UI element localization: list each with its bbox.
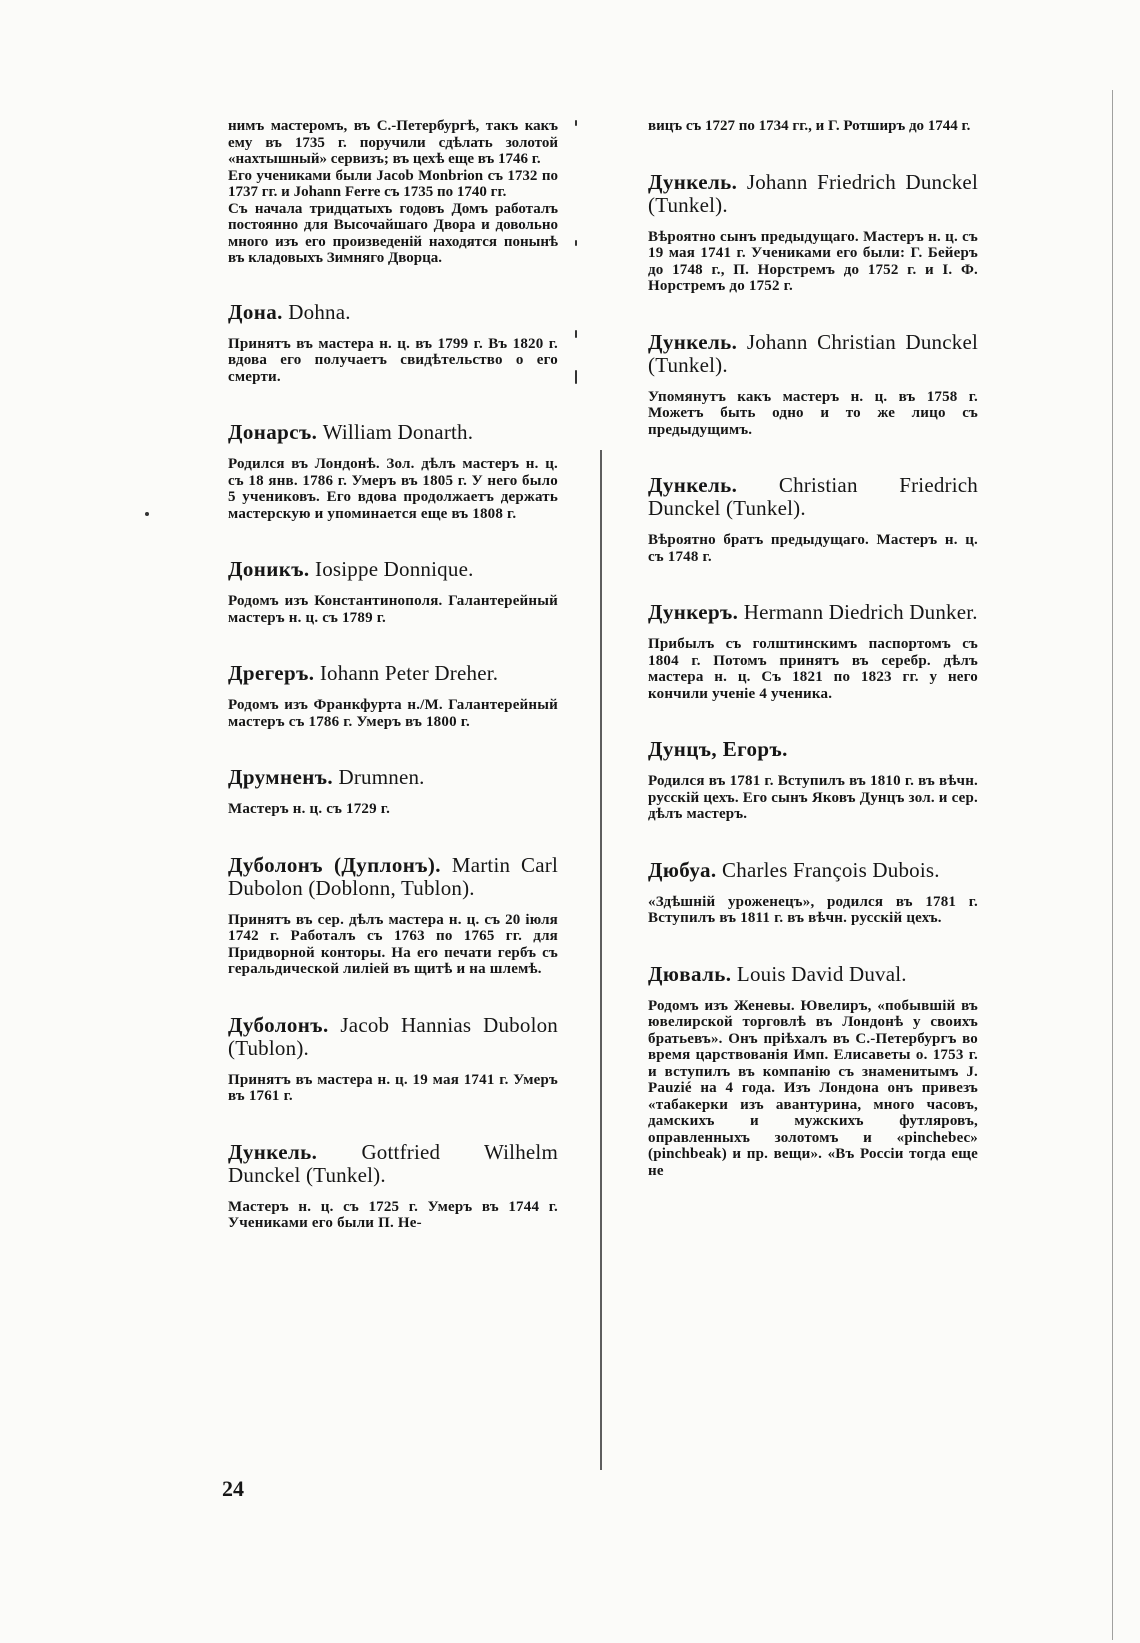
entry-dreher bbox=[228, 662, 558, 730]
entry-text: Принятъ въ мастера н. ц. 19 мая 1741 г. Умеръ въ 1761 г. bbox=[228, 1071, 558, 1104]
entry-heading bbox=[648, 601, 978, 624]
entry-russian-name: Дунцъ, Егоръ. bbox=[648, 737, 788, 761]
entry-text: Вѣроятно сынъ предыдущаго. Мастеръ н. ц. съ 19 мая 1741 г. Учениками его были: Г. Бейеръ до 1748 г., П. Норстремъ до 1752 г. и І. Ф. Норстремъ до 1752 г. bbox=[648, 228, 978, 294]
scan-speck bbox=[575, 240, 577, 246]
scan-edge-line bbox=[1112, 90, 1113, 1640]
entry-russian-name: Дона. bbox=[228, 299, 283, 324]
entry-latin-name: Hermann Diedrich Dunker. bbox=[743, 600, 978, 624]
left-continuation-2: Его учениками были Jacob Monbrion съ 1732 по 1737 гг. и Johann Ferre съ 1735 по 1740 гг. bbox=[228, 167, 558, 200]
left-column bbox=[228, 118, 558, 1232]
entry-latin-name: Charles François Dubois. bbox=[722, 857, 940, 882]
entry-text: Родомъ изъ Франкфурта н./М. Галантерейный мастеръ съ 1786 г. Умеръ въ 1800 г. bbox=[228, 697, 558, 730]
entry-martin-dubolon bbox=[228, 854, 558, 978]
entry-russian-name: Дрегеръ. bbox=[228, 661, 315, 685]
entry-latin-name: Johann Friedrich Dunckel (Tunkel). bbox=[648, 169, 978, 217]
entry-latin-name: Johann Christian Dunckel (Tunkel). bbox=[648, 329, 978, 377]
entry-christian-friedrich-dunckel bbox=[648, 474, 978, 565]
entry-russian-name: Дуболонъ. bbox=[228, 1012, 329, 1037]
entry-louis-duval bbox=[648, 963, 978, 1180]
entry-text: Мастеръ н. ц. съ 1729 г. bbox=[228, 801, 391, 817]
scan-speck bbox=[575, 370, 577, 384]
entry-latin-name: Jacob Hannias Dubolon (Tublon). bbox=[228, 1012, 558, 1060]
entry-jacob-dubolon bbox=[228, 1014, 558, 1105]
entry-johann-friedrich-dunckel bbox=[648, 171, 978, 295]
entry-latin-name: Gottfried Wilhelm Dunckel (Tunkel). bbox=[228, 1139, 559, 1187]
entry-heading bbox=[228, 854, 558, 900]
entry-russian-name: Дункель. bbox=[648, 329, 738, 354]
entry-heading bbox=[648, 738, 978, 761]
entry-johann-christian-dunckel bbox=[648, 331, 978, 439]
entry-text: Принятъ въ сер. дѣлъ мастера н. ц. съ 20 іюля 1742 г. Работалъ съ 1763 по 1765 гг. для Придворной конторы. На его печати гербъ съ геральдической лиліей въ щитѣ и на шлемѣ. bbox=[228, 911, 558, 977]
entry-text: Мастеръ н. ц. съ 1725 г. Умеръ въ 1744 г. Учениками его были П. Не- bbox=[228, 1198, 558, 1231]
entry-latin-name: Martin Carl Dubolon (Doblonn, Tublon). bbox=[228, 852, 559, 900]
entry-text: Родился въ Лондонѣ. Зол. дѣлъ мастеръ н. ц. съ 18 янв. 1786 г. Умеръ въ 1805 г. У него было 5 учениковъ. Его вдова продолжаетъ держать мастерскую и упоминается еще въ 1808 г. bbox=[228, 456, 558, 522]
entry-latin-name: Iohann Peter Dreher. bbox=[319, 661, 499, 685]
entry-russian-name: Друмненъ. bbox=[228, 765, 333, 789]
scan-speck bbox=[575, 330, 577, 338]
entry-heading bbox=[648, 859, 978, 882]
entry-latin-name: William Donarth. bbox=[322, 420, 474, 444]
entry-heading bbox=[228, 558, 558, 581]
entry-hermann-dunker bbox=[648, 601, 978, 702]
entry-text: Родился въ 1781 г. Вступилъ въ 1810 г. въ вѣчн. русскій цехъ. Его сынъ Яковъ Дунцъ зол. и сер. дѣлъ мастеръ. bbox=[648, 773, 978, 822]
entry-russian-name: Дункель. bbox=[228, 1139, 318, 1164]
entry-russian-name: Дункеръ. bbox=[648, 600, 739, 624]
entry-heading bbox=[228, 421, 558, 444]
entry-text: Родомъ изъ Константинополя. Галантерейный мастеръ н. ц. съ 1789 г. bbox=[228, 593, 558, 626]
entry-latin-name: Iosippe Donnique. bbox=[315, 557, 474, 581]
entry-latin-name: Dohna. bbox=[288, 299, 351, 324]
entry-egor-dunz bbox=[648, 738, 978, 823]
entry-russian-name: Дункель. bbox=[648, 169, 738, 194]
entry-text: Родомъ изъ Женевы. Ювелиръ, «побывшій въ ювелирской торговлѣ въ Лондонѣ у своихъ братьевъ». Онъ пріѣхалъ въ С.-Петербургъ во время царствованія Имп. Елисаветы о. 1753 г. и вступилъ въ компанію съ знаменитымъ J. Pauzié на 4 года. Изъ Лондона онъ привезъ «табакерки изъ авантурина, много часовъ, дамскихъ и мужскихъ футляровъ, оправленныхъ золотомъ и «pinchebec» (pinchbeak) и пр. вещи». «Въ Россіи тогда еще не bbox=[648, 997, 978, 1179]
entry-heading bbox=[228, 1141, 558, 1187]
column-divider bbox=[600, 450, 602, 1470]
scan-speck bbox=[145, 512, 149, 516]
entry-heading bbox=[228, 1014, 558, 1060]
entry-heading bbox=[648, 963, 978, 986]
entry-russian-name: Дюбуа. bbox=[648, 857, 717, 882]
entry-text: Упомянутъ какъ мастеръ н. ц. въ 1758 г. Можетъ быть одно и то же лицо съ предыдущимъ. bbox=[648, 388, 978, 438]
entry-latin-name: Louis David Duval. bbox=[736, 961, 907, 986]
entry-russian-name: Донарсъ. bbox=[228, 420, 318, 444]
entry-donnique bbox=[228, 558, 558, 626]
entry-heading bbox=[648, 474, 978, 520]
entry-text: Принятъ въ мастера н. ц. въ 1799 г. Въ 1820 г. вдова его получаетъ свидѣтельство о его смерти. bbox=[228, 335, 558, 385]
right-continuation: вицъ съ 1727 по 1734 гг., и Г. Ротширъ до 1744 г. bbox=[648, 118, 971, 134]
right-column bbox=[648, 118, 978, 1179]
entry-heading bbox=[228, 301, 558, 324]
entry-drumnen bbox=[228, 766, 558, 818]
entry-text: «Здѣшній уроженецъ», родился въ 1781 г. Вступилъ въ 1811 г. въ вѣчн. русскій цехъ. bbox=[648, 893, 978, 926]
entry-heading bbox=[648, 171, 978, 217]
entry-latin-name: Christian Friedrich Dunckel (Tunkel). bbox=[648, 473, 978, 520]
entry-russian-name: Дуболонъ (Дуплонъ). bbox=[228, 852, 441, 877]
page-number: 24 bbox=[222, 1476, 244, 1501]
entry-russian-name: Дункель. bbox=[648, 473, 738, 497]
entry-text: Прибылъ съ голштинскимъ паспортомъ съ 1804 г. Потомъ принятъ въ серебр. дѣлъ мастера н. ц. Съ 1821 по 1823 гг. у него кончили ученіе 4 ученика. bbox=[648, 636, 978, 702]
entry-heading bbox=[648, 331, 978, 377]
entry-charles-dubois bbox=[648, 859, 978, 927]
entry-russian-name: Дюваль. bbox=[648, 961, 732, 986]
entry-gottfried-dunckel bbox=[228, 1141, 558, 1232]
entry-russian-name: Доникъ. bbox=[228, 557, 310, 581]
entry-donarth bbox=[228, 421, 558, 522]
entry-dohna bbox=[228, 301, 558, 386]
entry-latin-name: Drumnen. bbox=[338, 765, 425, 789]
scan-speck bbox=[575, 120, 577, 126]
left-continuation-3: Съ начала тридцатыхъ годовъ Домъ работалъ постоянно для Высочайшаго Двора и довольно много изъ его произведеній находятся понынѣ въ кладовыхъ Зимняго Дворца. bbox=[228, 200, 558, 266]
entry-heading bbox=[228, 662, 558, 685]
entry-text: Вѣроятно братъ предыдущаго. Мастеръ н. ц. съ 1748 г. bbox=[648, 532, 978, 565]
left-continuation-1: нимъ мастеромъ, въ С.-Петербургѣ, такъ какъ ему въ 1735 г. поручили сдѣлать золотой «нахтышный» сервизъ; въ цехѣ еще въ 1746 г. bbox=[228, 118, 558, 167]
entry-heading bbox=[228, 766, 558, 789]
